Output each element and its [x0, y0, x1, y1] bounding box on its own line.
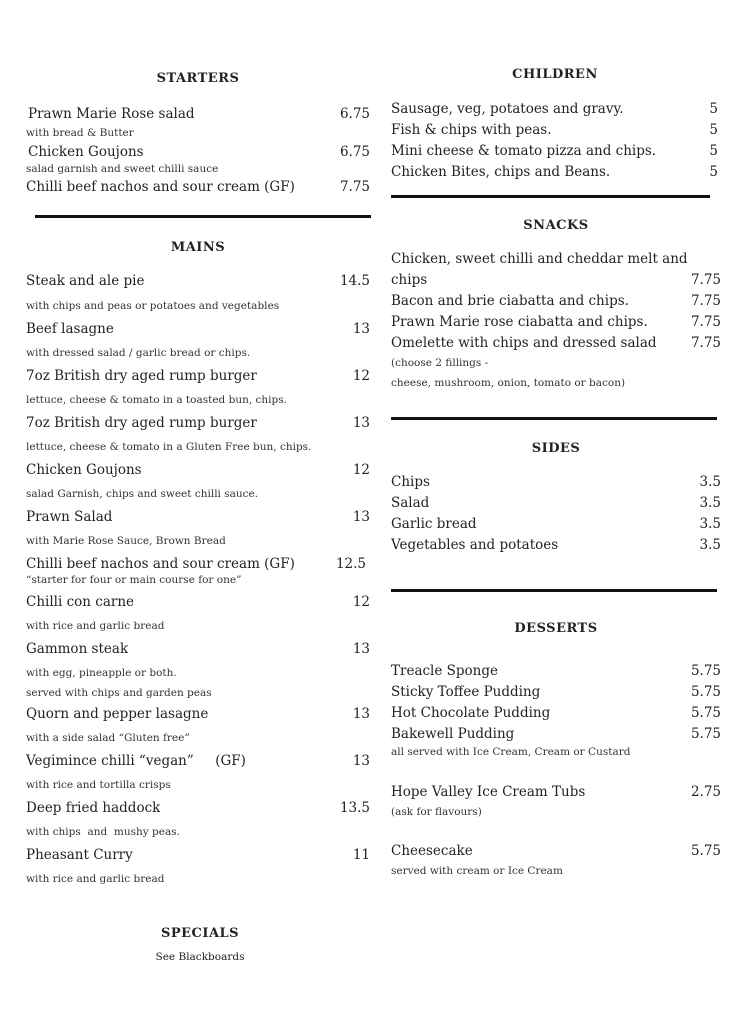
- item-name: Omelette with chips and dressed salad: [391, 335, 657, 351]
- menu-item: [391, 705, 721, 722]
- item-price: 3.5: [699, 495, 721, 511]
- item-description: with egg, pineapple or both.: [26, 667, 177, 679]
- item-price: 14.5: [339, 273, 370, 289]
- desserts-heading: DESSERTS: [514, 621, 598, 636]
- item-description: all served with Ice Cream, Cream or Custard: [391, 746, 631, 758]
- menu-item: [26, 321, 370, 338]
- item-description: “starter for four or main course for one”: [26, 574, 242, 586]
- item-price: 5: [709, 122, 718, 138]
- item-name: Prawn Marie Rose salad: [28, 106, 195, 122]
- item-description: with dressed salad / garlic bread or chips.: [26, 347, 251, 359]
- menu-item: [391, 843, 721, 860]
- item-price: 7.75: [690, 335, 721, 351]
- item-name: Steak and ale pie: [26, 273, 145, 289]
- menu-item: [391, 101, 718, 118]
- item-price: 5.75: [690, 843, 721, 859]
- menu-item: [391, 537, 721, 554]
- menu-item: [26, 462, 370, 479]
- item-name: Chicken, sweet chilli and cheddar melt and: [391, 251, 688, 267]
- item-price: 13: [352, 415, 370, 431]
- item-price: 13: [352, 706, 370, 722]
- section-divider: [35, 215, 371, 218]
- item-name: Chips: [391, 474, 430, 490]
- item-name: 7oz British dry aged rump burger: [26, 415, 257, 431]
- menu-item: [26, 179, 370, 196]
- item-price: 5.75: [690, 663, 721, 679]
- item-price: 12: [352, 368, 370, 384]
- item-name: Vegetables and potatoes: [391, 537, 559, 553]
- mains-section: [26, 273, 370, 886]
- menu-item: [26, 556, 370, 573]
- children-section: [391, 101, 718, 181]
- menu-item: [391, 684, 721, 701]
- starters-section: [26, 106, 370, 196]
- item-name: Chilli con carne: [26, 594, 135, 610]
- item-price: 13.5: [339, 800, 370, 816]
- item-price: 7.75: [690, 293, 721, 309]
- item-name: Bacon and brie ciabatta and chips.: [391, 293, 629, 309]
- snacks-heading: SNACKS: [523, 218, 589, 233]
- item-name: Sausage, veg, potatoes and gravy.: [391, 101, 624, 117]
- item-description: with rice and garlic bread: [26, 620, 165, 632]
- item-price: 6.75: [339, 144, 370, 160]
- item-name: Chicken Goujons: [26, 462, 142, 478]
- item-description: with chips and peas or potatoes and vegetables: [26, 300, 280, 312]
- item-price: 3.5: [699, 537, 721, 553]
- menu-item: [26, 800, 370, 817]
- menu-item: [391, 495, 721, 512]
- item-price: 13: [352, 753, 370, 769]
- item-name: Mini cheese & tomato pizza and chips.: [391, 143, 657, 159]
- item-name: Hot Chocolate Pudding: [391, 705, 551, 721]
- item-price: 5: [709, 101, 718, 117]
- item-description: with rice and tortilla crisps: [26, 779, 171, 791]
- item-price: 7.75: [690, 272, 721, 288]
- item-name: Treacle Sponge: [391, 663, 498, 679]
- item-description: salad garnish and sweet chilli sauce: [26, 163, 219, 175]
- item-name: Chicken Goujons: [28, 144, 144, 160]
- item-name: Cheesecake: [391, 843, 473, 859]
- item-price: 7.75: [690, 314, 721, 330]
- menu-item: [391, 314, 721, 331]
- item-price: 11: [352, 847, 370, 863]
- item-price: 5.75: [690, 726, 721, 742]
- item-name: Vegimince chilli “vegan” (GF): [26, 753, 246, 769]
- item-name: Bakewell Pudding: [391, 726, 515, 742]
- item-price: 2.75: [690, 784, 721, 800]
- item-description: (choose 2 fillings -: [391, 357, 489, 369]
- specials-heading: SPECIALS: [160, 926, 240, 941]
- item-name: Quorn and pepper lasagne: [26, 706, 209, 722]
- item-name: Garlic bread: [391, 516, 477, 532]
- item-name: Salad: [391, 495, 430, 511]
- item-name: 7oz British dry aged rump burger: [26, 368, 257, 384]
- specials-note: See Blackboards: [155, 951, 245, 963]
- item-description: with chips and mushy peas.: [26, 826, 180, 838]
- item-description: (ask for flavours): [391, 806, 482, 818]
- item-description: with rice and garlic bread: [26, 873, 165, 885]
- menu-item: [26, 847, 370, 864]
- menu-item-line: [391, 251, 721, 268]
- menu-item: [26, 106, 370, 123]
- menu-item: [26, 368, 370, 385]
- item-price: 5: [709, 143, 718, 159]
- item-name: Prawn Salad: [26, 509, 113, 525]
- item-name: Gammon steak: [26, 641, 129, 657]
- item-price: 3.5: [699, 516, 721, 532]
- item-price: 13: [352, 509, 370, 525]
- item-description: lettuce, cheese & tomato in a toasted bun, chips.: [26, 394, 287, 406]
- item-description: served with cream or Ice Cream: [391, 865, 563, 877]
- item-name: Sticky Toffee Pudding: [391, 684, 541, 700]
- item-description: with a side salad “Gluten free”: [26, 732, 190, 744]
- menu-item: [391, 164, 718, 181]
- item-name: Hope Valley Ice Cream Tubs: [391, 784, 586, 800]
- item-price: 13: [352, 321, 370, 337]
- item-description: salad Garnish, chips and sweet chilli sauce.: [26, 488, 259, 500]
- item-name: Pheasant Curry: [26, 847, 133, 863]
- item-price: 5.75: [690, 684, 721, 700]
- menu-item: [26, 706, 370, 723]
- item-price: 7.75: [339, 179, 370, 195]
- menu-item: [391, 663, 721, 680]
- item-name: Deep fried haddock: [26, 800, 161, 816]
- item-description: served with chips and garden peas: [26, 687, 212, 699]
- item-name: Beef lasagne: [26, 321, 114, 337]
- menu-item: [391, 143, 718, 160]
- item-price: 6.75: [339, 106, 370, 122]
- menu-item: [391, 726, 721, 743]
- starters-heading: STARTERS: [156, 71, 240, 86]
- item-price: 12: [352, 462, 370, 478]
- item-description: with Marie Rose Sauce, Brown Bread: [26, 535, 226, 547]
- item-description: lettuce, cheese & tomato in a Gluten Free bun, chips.: [26, 441, 312, 453]
- item-description: cheese, mushroom, onion, tomato or bacon): [391, 377, 626, 389]
- menu-item: [391, 122, 718, 139]
- menu-item: [391, 784, 721, 801]
- menu-item: [26, 273, 370, 290]
- item-name: Chicken Bites, chips and Beans.: [391, 164, 611, 180]
- item-price: 5.75: [690, 705, 721, 721]
- menu-item: [391, 474, 721, 491]
- item-name: Prawn Marie rose ciabatta and chips.: [391, 314, 648, 330]
- desserts-section: [391, 663, 721, 878]
- item-description: with bread & Butter: [26, 127, 134, 139]
- children-heading: CHILDREN: [512, 67, 598, 82]
- menu-item: [391, 272, 721, 289]
- menu-item: [391, 516, 721, 533]
- mains-heading: MAINS: [170, 240, 226, 255]
- menu-item: [26, 641, 370, 658]
- menu-item: [391, 335, 721, 352]
- item-name: Chilli beef nachos and sour cream (GF): [26, 179, 295, 195]
- menu-item: [26, 509, 370, 526]
- menu-item: [391, 293, 721, 310]
- item-price: 3.5: [699, 474, 721, 490]
- menu-item: [26, 144, 370, 161]
- item-price: 12: [352, 594, 370, 610]
- section-divider: [391, 195, 710, 198]
- sides-heading: SIDES: [531, 441, 581, 456]
- item-price: 5: [709, 164, 718, 180]
- sides-section: [391, 474, 721, 554]
- item-name: chips: [391, 272, 428, 288]
- item-name: Fish & chips with peas.: [391, 122, 552, 138]
- menu-item: [26, 594, 370, 611]
- section-divider: [391, 589, 717, 592]
- section-divider: [391, 417, 717, 420]
- snacks-section: [391, 251, 721, 390]
- item-price: 13: [352, 641, 370, 657]
- menu-item: [26, 415, 370, 432]
- menu-item: [26, 753, 370, 770]
- item-price: 12.5: [335, 556, 366, 572]
- item-name: Chilli beef nachos and sour cream (GF): [26, 556, 295, 572]
